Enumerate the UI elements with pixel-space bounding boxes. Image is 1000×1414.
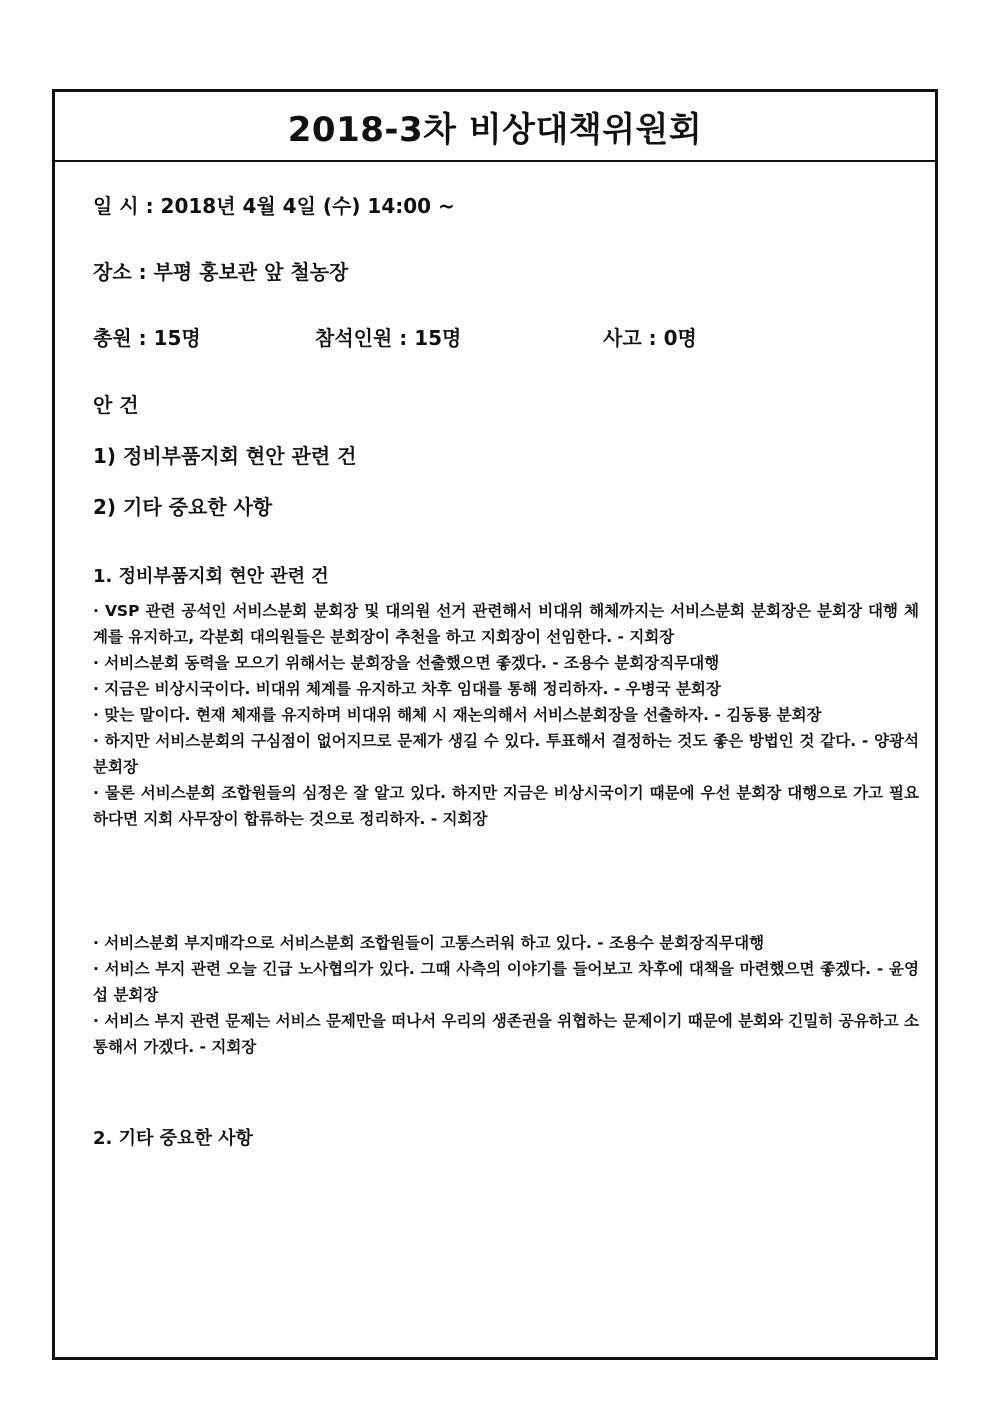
title-box [55,92,935,162]
discussion-item: · 지금은 비상시국이다. 비대위 체계를 유지하고 차후 임대를 통해 정리하자. - 우병국 분회장 [93,680,721,698]
agenda-heading: 안 건 [93,393,139,417]
attendance-row [93,322,913,352]
attendance-total: 총원 : 15명 [93,326,201,350]
discussion-item: · 맞는 말이다. 현재 체재를 유지하며 비대위 해체 시 재논의해서 서비스분회장을 선출하자. - 김동룡 분회장 [93,706,822,724]
attendance-present: 참석인원 : 15명 [315,326,462,350]
discussion-group-1 [93,598,919,832]
attendance-absent: 사고 : 0명 [603,326,697,350]
discussion-item: · 하지만 서비스분회의 구심점이 없어지므로 문제가 생길 수 있다. 투표해서 결정하는 것도 좋은 방법인 것 같다. - 양광석 분회장 [93,732,919,776]
discussion-group-2 [93,930,919,1060]
document-frame [52,89,938,1360]
page-title: 2018-3차 비상대책위원회 [287,109,703,150]
discussion-item: · 서비스 부지 관련 문제는 서비스 문제만을 떠나서 우리의 생존권을 위협하는 문제이기 때문에 분회와 긴밀히 공유하고 소통해서 가겠다. - 지회장 [93,1012,919,1056]
section1-title: 1. 정비부품지회 현안 관련 건 [93,566,329,587]
discussion-item: · 서비스 부지 관련 오늘 긴급 노사협의가 있다. 그때 사측의 이야기를 들어보고 차후에 대책을 마련했으면 좋겠다. - 윤영섭 분회장 [93,960,919,1004]
discussion-item: · 서비스분회 동력을 모으기 위해서는 분회장을 선출했으면 좋겠다. - 조용수 분회장직무대행 [93,654,720,672]
discussion-item: · VSP 관련 공석인 서비스분회 분회장 및 대의원 선거 관련해서 비대위 해체까지는 서비스분회 분회장은 분회장 대행 체계를 유지하고, 각분회 대의원들은 분회장이 추천을 하고 지회장이 선임한다. - 지회장 [93,602,919,646]
meeting-datetime: 일 시 : 2018년 4월 4일 (수) 14:00 ~ [93,194,455,218]
agenda-item-2: 2) 기타 중요한 사항 [93,495,273,519]
meeting-place: 장소 : 부평 홍보관 앞 철농장 [93,260,349,284]
section2-title: 2. 기타 중요한 사항 [93,1128,253,1149]
agenda-item-1: 1) 정비부품지회 현안 관련 건 [93,444,357,468]
discussion-item: · 서비스분회 부지매각으로 서비스분회 조합원들이 고통스러워 하고 있다. - 조용수 분회장직무대행 [93,934,765,952]
discussion-item: · 물론 서비스분회 조합원들의 심정은 잘 알고 있다. 하지만 지금은 비상시국이기 때문에 우선 분회장 대행으로 가고 필요하다면 지회 사무장이 합류하는 것으로 정리하자. - 지회장 [93,784,919,828]
